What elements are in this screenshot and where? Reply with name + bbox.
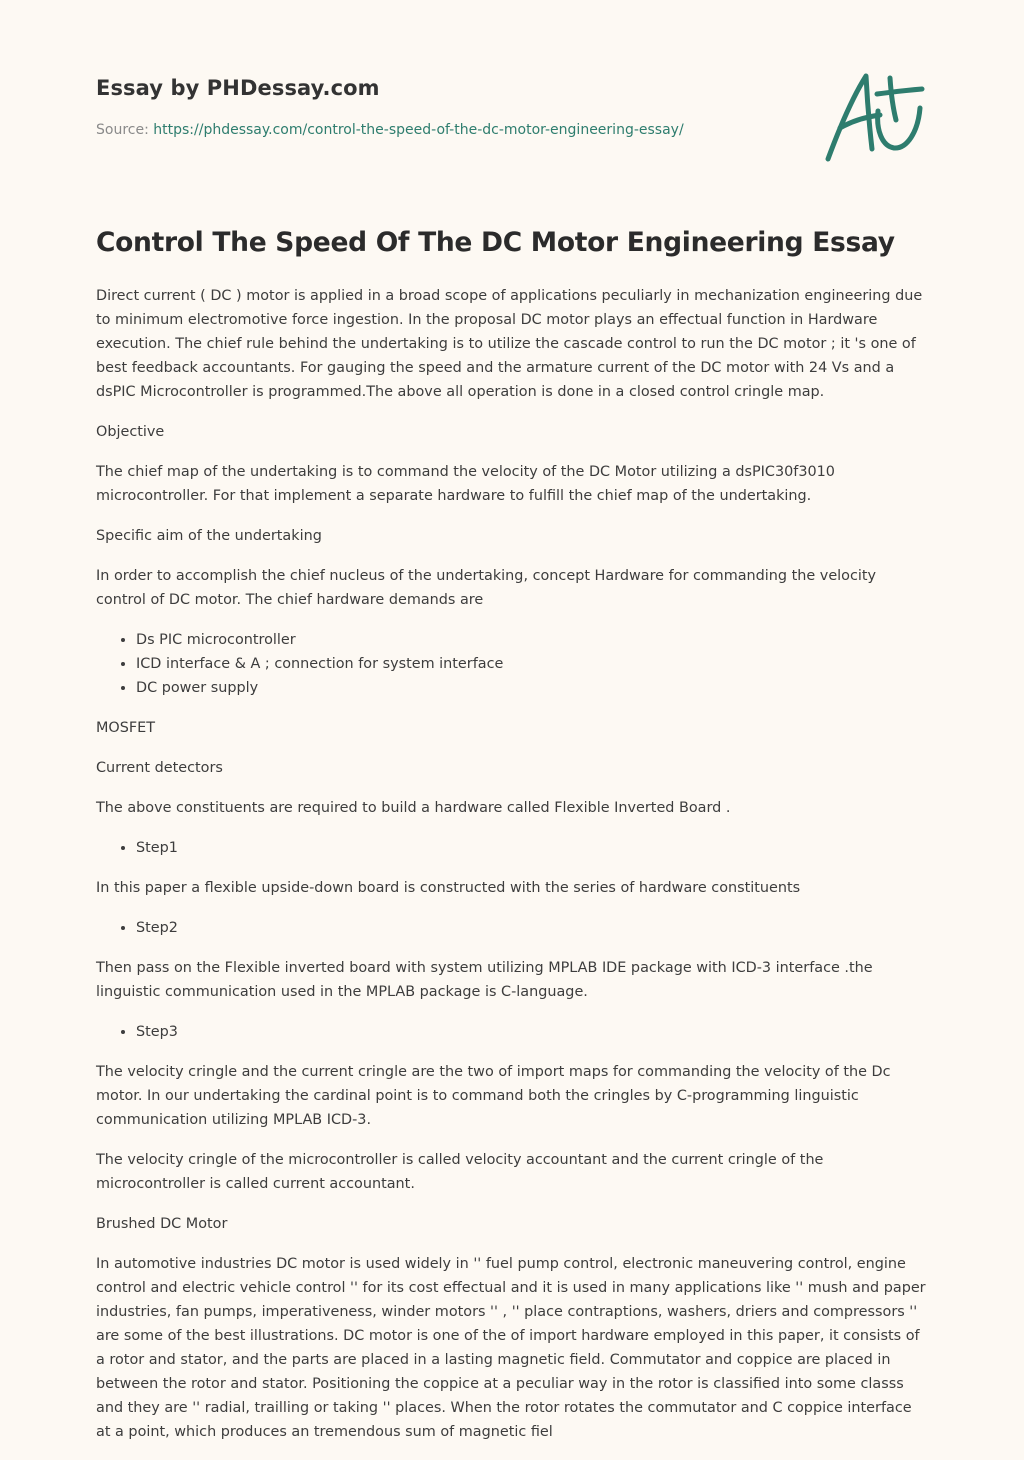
page-header [96,76,796,138]
source-label: Source: [96,122,154,138]
source-link[interactable]: https://phdessay.com/control-the-speed-of-the-dc-motor-engineering-essay/ [153,122,684,138]
list-item: • Step1 [136,836,926,860]
essay-paragraph: MOSFET [96,720,156,737]
bullet-list [96,916,926,940]
essay-title: Control The Speed Of The DC Motor Engineering Essay [96,227,895,258]
a-plus-grade-logo-icon [822,68,926,164]
bullet-list [96,836,926,860]
bullet-list [96,628,926,700]
essay-paragraph: The above constituents are required to build a hardware called Flexible Inverted Board . [96,800,731,817]
list-item: • DC power supply [136,676,926,700]
essay-paragraph: Direct current ( DC ) motor is applied in a broad scope of applications peculiarly in mechanization engineering due to minimum electromotive force ingestion. In the proposal DC motor plays an effectual function in Hardware execution. The chief rule behind the undertaking is to utilize the cascade control to run the DC motor ; it 's one of best feedback accountants. For gauging the speed and the armature current of the DC motor with 24 Vs and a dsPIC Microcontroller is programmed.The above all operation is done in a closed control cringle map. [96,288,923,401]
essay-paragraph: The velocity cringle of the microcontroller is called velocity accountant and the current cringle of the microcontroller is called current accountant. [96,1152,824,1193]
essay-body [96,284,926,1444]
essay-paragraph: The velocity cringle and the current cringle are the two of import maps for commanding the velocity of the Dc motor. In our undertaking the cardinal point is to command both the cringles by C-programming linguistic communication utilizing MPLAB ICD-3. [96,1064,891,1129]
list-item: • Step3 [136,1020,926,1044]
essay-paragraph: The chief map of the undertaking is to command the velocity of the DC Motor utilizing a dsPIC30f3010 microcontroller. For that implement a separate hardware to fulfill the chief map of the undertaking. [96,464,835,505]
essay-paragraph: Objective [96,424,165,441]
list-item: • ICD interface & A ; connection for system interface [136,652,926,676]
site-title: Essay by PHDessay.com [96,76,380,100]
list-item: • Ds PIC microcontroller [136,628,926,652]
list-item: • Step2 [136,916,926,940]
essay-paragraph: Current detectors [96,760,223,777]
essay-paragraph: Then pass on the Flexible inverted board with system utilizing MPLAB IDE package with ICD-3 interface .the linguistic communication used in the MPLAB package is C-language. [96,960,873,1001]
essay-paragraph: In this paper a flexible upside-down board is constructed with the series of hardware constituents [96,880,801,897]
source-line [96,122,796,138]
bullet-list [96,1020,926,1044]
essay-content [96,226,926,1460]
essay-paragraph: Specific aim of the undertaking [96,528,322,545]
essay-paragraph: In automotive industries DC motor is used widely in '' fuel pump control, electronic maneuvering control, engine control and electric vehicle control '' for its cost effectual and it is used in many applications like '' mush and paper industries, fan pumps, imperativeness, winder motors '' , '' place contraptions, washers, driers and compressors '' are some of the best illustrations. DC motor is one of the of import hardware employed in this paper, it consists of a rotor and stator, and the parts are placed in a lasting magnetic field. Commutator and coppice are placed in between the rotor and stator. Positioning the coppice at a peculiar way in the rotor is classified into some classs and they are '' radial, trailling or taking '' places. When the rotor rotates the commutator and C coppice interface at a point, which produces an tremendous sum of magnetic fiel [96,1256,926,1441]
essay-paragraph: Brushed DC Motor [96,1216,228,1233]
essay-paragraph: In order to accomplish the chief nucleus of the undertaking, concept Hardware for commanding the velocity control of DC motor. The chief hardware demands are [96,568,877,609]
